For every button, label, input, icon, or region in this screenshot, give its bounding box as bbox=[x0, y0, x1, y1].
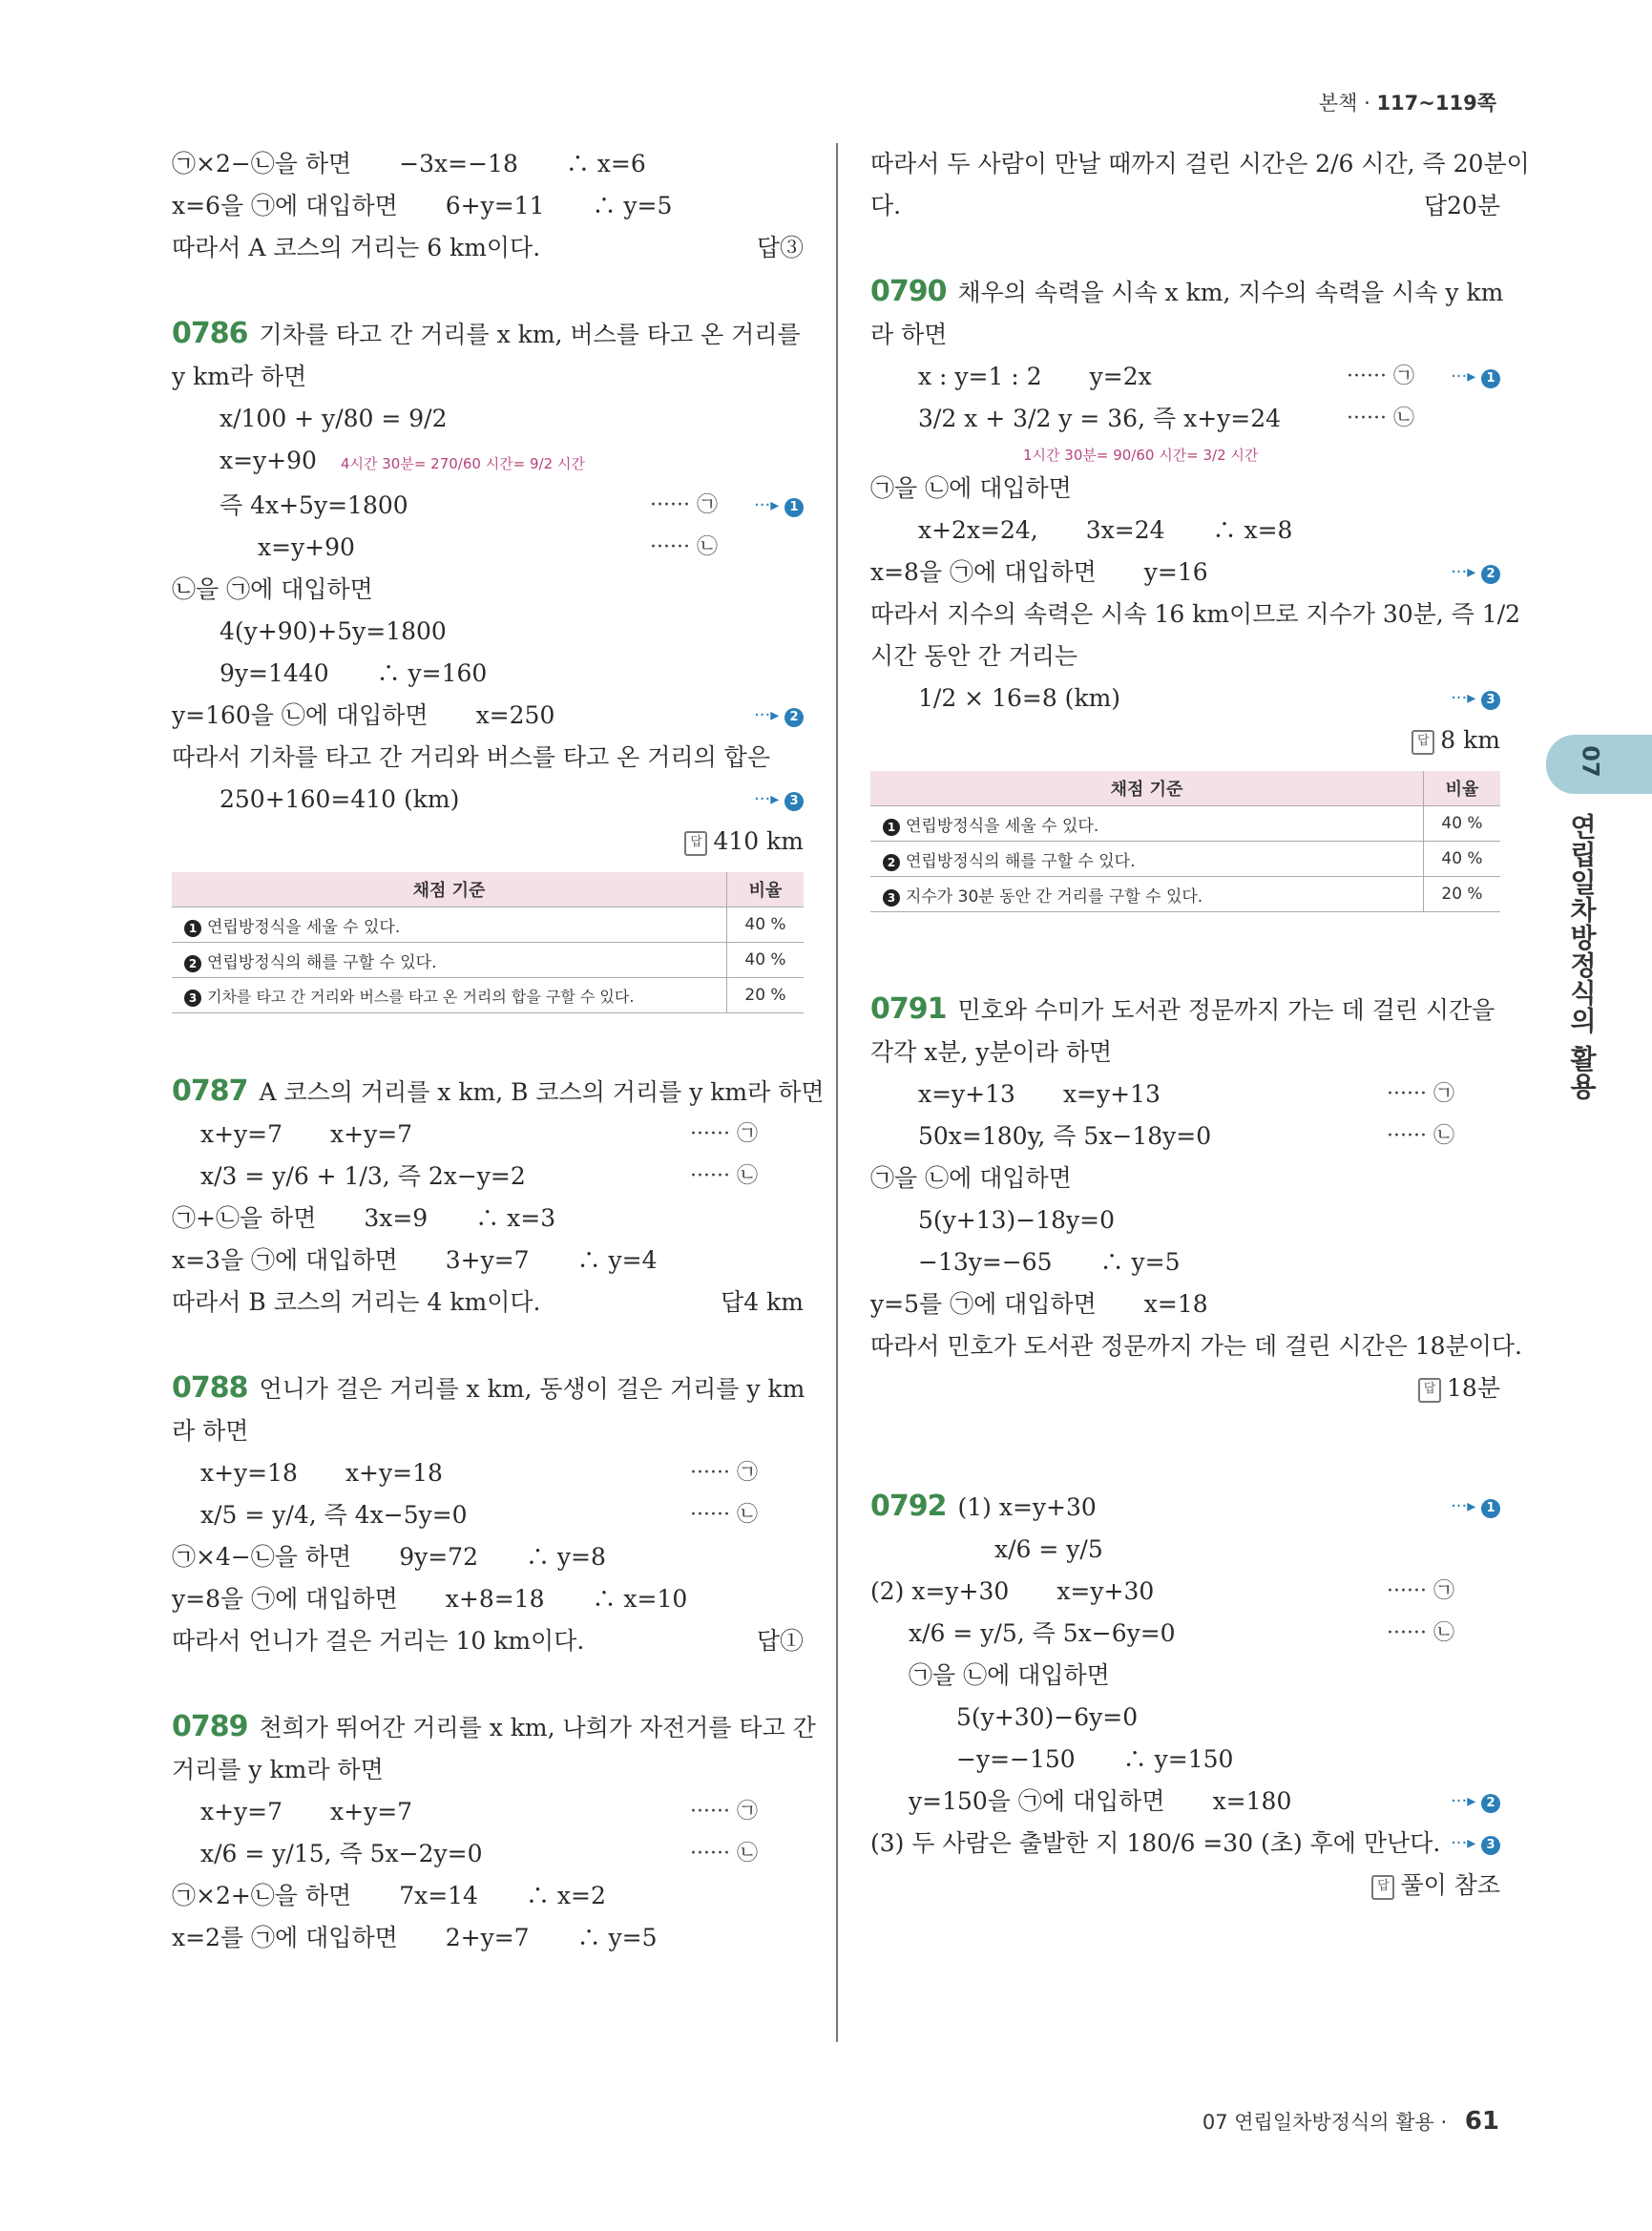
equation: 50x=180y, 즉 5x−18y=0 ······ ㉡ bbox=[918, 1122, 1454, 1150]
problem-intro: 민호와 수미가 도서관 정문까지 가는 데 걸린 시간을 bbox=[957, 996, 1495, 1024]
equation-system bbox=[172, 1114, 804, 1198]
problem-number: 0788 bbox=[172, 1371, 248, 1405]
problem-0787 bbox=[172, 1071, 825, 1324]
solution-line: 따라서 B 코스의 거리는 4 km이다. 답4 km bbox=[172, 1282, 804, 1324]
time-note-line: 1시간 30분= 90/60 시간= 3/2 시간 bbox=[1023, 447, 1259, 464]
solution-line: (3) 두 사람은 출발한 지 180/6 =30 (초) 후에 만난다. ···▸ 3 bbox=[870, 1823, 1500, 1865]
solution-line: 따라서 두 사람이 만날 때까지 걸린 시간은 2/6 시간, 즉 20분이 bbox=[870, 150, 1530, 177]
footer-chapter: 07 연립일차방정식의 활용 · bbox=[1202, 2111, 1453, 2134]
answer: 답 8 km bbox=[870, 719, 1500, 761]
solution-line: 250+160=410 (km) ···▸ 3 bbox=[172, 779, 804, 821]
answer: 답4 km bbox=[721, 1288, 804, 1316]
equation: x=y+30 bbox=[998, 1493, 1097, 1521]
problem-intro: 언니가 걸은 거리를 x km, 동생이 걸은 거리를 y km bbox=[259, 1375, 805, 1403]
answer-icon: 답 bbox=[684, 831, 707, 856]
solution-line: y=5를 ㉠에 대입하면 x=18 bbox=[870, 1290, 1208, 1318]
problem-intro: 천희가 뛰어간 거리를 x km, 나희가 자전거를 타고 간 bbox=[259, 1714, 816, 1741]
solution-line: 따라서 A 코스의 거리는 6 km이다. 답③ bbox=[172, 227, 804, 269]
solution-line: ㉠×2+㉡을 하면 7x=14 ∴ x=2 bbox=[172, 1882, 606, 1909]
equation: x=y+90 4시간 30분= 270/60 시간= 9/2 시간 bbox=[220, 447, 585, 474]
answer: 답③ bbox=[756, 234, 804, 261]
equation-system bbox=[172, 1452, 804, 1536]
table-row: 3 지수가 30분 동안 간 거리를 구할 수 있다. 20 % bbox=[870, 877, 1500, 912]
chapter-tab bbox=[1546, 735, 1652, 794]
solution-line: x=3을 ㉠에 대입하면 3+y=7 ∴ y=4 bbox=[172, 1246, 658, 1274]
answer: 답 410 km bbox=[172, 821, 804, 863]
equation-system bbox=[870, 356, 1500, 468]
problem-intro: 라 하면 bbox=[172, 1417, 249, 1445]
chapter-number: 07 bbox=[1577, 745, 1604, 778]
solution-line: y=160을 ㉡에 대입하면 x=250 ···▸ 2 bbox=[172, 695, 804, 737]
solution-line: 따라서 기차를 타고 간 거리와 버스를 타고 온 거리의 합은 bbox=[172, 743, 770, 771]
column-divider bbox=[836, 143, 838, 2042]
solution-line: 따라서 지수의 속력은 시속 16 km이므로 지수가 30분, 즉 1/2 bbox=[870, 600, 1521, 628]
time-note: 4시간 30분= 270/60 시간= 9/2 시간 bbox=[340, 455, 585, 472]
chapter-title: 연립일차방정식의 활용 bbox=[1566, 813, 1598, 1100]
solution-line: 9y=1440 ∴ y=160 bbox=[220, 659, 488, 687]
problem-number: 0787 bbox=[172, 1074, 248, 1108]
table-row: 2 연립방정식의 해를 구할 수 있다. 40 % bbox=[172, 943, 804, 978]
solution-line: ㉠+㉡을 하면 3x=9 ∴ x=3 bbox=[172, 1204, 556, 1232]
solution-line: ㉠을 ㉡에 대입하면 bbox=[870, 474, 1072, 502]
label-a: ······ ㉠ bbox=[650, 493, 718, 517]
table-row: 3 기차를 타고 간 거리와 버스를 타고 온 거리의 합을 구할 수 있다. 20 % bbox=[172, 978, 804, 1013]
page-header bbox=[1319, 88, 1496, 116]
problem-0789 bbox=[172, 1706, 816, 1959]
solution-line: 따라서 언니가 걸은 거리는 10 km이다. 답① bbox=[172, 1620, 804, 1662]
equation: x=y+13 x=y+13 ······ ㉠ bbox=[918, 1080, 1454, 1108]
right-column bbox=[870, 143, 1530, 1907]
equation-system bbox=[870, 1074, 1500, 1157]
equation: x : y=1 : 2 y=2x ······ ㉠ ···▸ 1 bbox=[870, 356, 1500, 398]
equation: x=y+90 ······ ㉡ bbox=[220, 527, 804, 569]
header-book: 본책 · bbox=[1318, 92, 1377, 115]
solution-line: ㉡을 ㉠에 대입하면 bbox=[172, 575, 373, 603]
equation: 3/2 x + 3/2 y = 36, 즉 x+y=24 ······ ㉡ bbox=[918, 405, 1414, 432]
solution-line: x=2를 ㉠에 대입하면 2+y=7 ∴ y=5 bbox=[172, 1924, 658, 1951]
problem-intro: 채우의 속력을 시속 x km, 지수의 속력을 시속 y km bbox=[957, 279, 1504, 306]
problem-number: 0790 bbox=[870, 275, 947, 308]
equation: x/100 + y/80 = 9/2 bbox=[220, 405, 448, 432]
page-footer bbox=[1202, 2107, 1499, 2136]
solution-line: x+2x=24, 3x=24 ∴ x=8 bbox=[918, 516, 1293, 544]
scoring-table: 채점 기준 비율 1 연립방정식을 세울 수 있다. 40 % 2 연립방정식의 해를 구할 수 있다. 40 % 3 지수가 30분 동안 간 거리를 구할 수 있다. 20 % bbox=[870, 771, 1500, 912]
table-header: 비율 bbox=[727, 872, 805, 907]
answer: 답 18분 bbox=[870, 1367, 1500, 1409]
solution-line: 4(y+90)+5y=1800 bbox=[220, 617, 447, 645]
solution-line: 다. 답20분 bbox=[870, 185, 1500, 227]
problem-0788 bbox=[172, 1367, 804, 1662]
step-1: ···▸ 1 bbox=[754, 485, 804, 527]
equation: x/6 = y/5 bbox=[994, 1535, 1103, 1563]
equation: x+y=18 x+y=18 ······ ㉠ bbox=[200, 1459, 758, 1487]
problem-number: 0792 bbox=[870, 1490, 947, 1523]
equation: x/3 = y/6 + 1/3, 즉 2x−y=2 ······ ㉡ bbox=[200, 1162, 758, 1190]
solution-line: ㉠을 ㉡에 대입하면 bbox=[909, 1661, 1110, 1689]
table-row: 2 연립방정식의 해를 구할 수 있다. 40 % bbox=[870, 842, 1500, 877]
problem-number: 0789 bbox=[172, 1710, 248, 1743]
equation: x+y=7 x+y=7 ······ ㉠ bbox=[200, 1120, 758, 1148]
equation: x/6 = y/15, 즉 5x−2y=0 ······ ㉡ bbox=[200, 1840, 758, 1867]
answer: 답 풀이 참조 bbox=[870, 1865, 1500, 1907]
solution-line: x=6을 ㉠에 대입하면 6+y=11 ∴ y=5 bbox=[172, 192, 673, 219]
solution-line: 5(y+13)−18y=0 bbox=[918, 1206, 1116, 1234]
equation: (2) x=y+30 x=y+30 ······ ㉠ bbox=[870, 1577, 1454, 1605]
header-pages: 117~119쪽 bbox=[1376, 92, 1496, 115]
problem-0790 bbox=[870, 271, 1521, 912]
table-row: 1 연립방정식을 세울 수 있다. 40 % bbox=[172, 907, 804, 943]
problem-number: 0786 bbox=[172, 317, 248, 350]
problem-0792: 0792 (1) x=y+30 ···▸ 1 x/6 = y/5 (2) x=y+30 x=y+30 ······ ㉠ x/6 = y/5, 즉 5x−6y=0 ······ ㉡ ㉠을 ㉡에 대입하면 5(y+30)−6y=0 −y=−150 ∴ y=150 y=150을 ㉠에 대입하면 x=180 ···▸ 2 (3) 두 사람은 출발한 지 180/6 =30 (초) 후에 만난다. ···▸ 3 답 풀이 참조 bbox=[870, 1486, 1500, 1907]
solution-line: y=150을 ㉠에 대입하면 x=180 ···▸ 2 bbox=[870, 1781, 1500, 1823]
page-number: 61 bbox=[1464, 2107, 1499, 2136]
equation-system bbox=[172, 485, 804, 569]
solution-line: 따라서 민호가 도서관 정문까지 가는 데 걸린 시간은 18분이다. bbox=[870, 1332, 1522, 1360]
solution-line: −y=−150 ∴ y=150 bbox=[956, 1745, 1234, 1773]
equation: x/5 = y/4, 즉 4x−5y=0 ······ ㉡ bbox=[200, 1501, 758, 1529]
problem-0786 bbox=[172, 313, 804, 1013]
solution-line: 5(y+30)−6y=0 bbox=[956, 1703, 1139, 1731]
label-b: ······ ㉡ bbox=[650, 535, 718, 559]
solution-line: x=8을 ㉠에 대입하면 y=16 ···▸ 2 bbox=[870, 552, 1500, 594]
solution-line: ㉠을 ㉡에 대입하면 bbox=[870, 1164, 1072, 1192]
table-header: 채점 기준 bbox=[172, 872, 727, 907]
problem-intro: 각각 x분, y분이라 하면 bbox=[870, 1038, 1113, 1066]
problem-intro: A 코스의 거리를 x km, B 코스의 거리를 y km라 하면 bbox=[259, 1078, 825, 1106]
answer: 답20분 bbox=[1423, 192, 1500, 219]
answer: 답① bbox=[756, 1627, 804, 1655]
scoring-table bbox=[172, 872, 804, 1013]
answer-icon: 답 bbox=[756, 234, 780, 261]
solution-line: −13y=−65 ∴ y=5 bbox=[918, 1248, 1181, 1276]
problem-0791 bbox=[870, 989, 1522, 1409]
solution-line: 시간 동안 간 거리는 bbox=[870, 642, 1078, 670]
equation: x+y=7 x+y=7 ······ ㉠ bbox=[200, 1798, 758, 1825]
left-column bbox=[172, 143, 825, 1959]
equation: x/6 = y/5, 즉 5x−6y=0 ······ ㉡ bbox=[909, 1619, 1454, 1647]
solution-line: 1/2 × 16=8 (km) ···▸ 3 bbox=[870, 678, 1500, 719]
problem-intro: 기차를 타고 간 거리를 x km, 버스를 타고 온 거리를 bbox=[259, 321, 801, 348]
problem-number: 0791 bbox=[870, 992, 947, 1026]
solution-line: ㉠×2−㉡을 하면 −3x=−18 ∴ x=6 bbox=[172, 150, 646, 177]
equation: 즉 4x+5y=1800 ······ ㉠ ···▸ 1 bbox=[220, 485, 804, 527]
solution-line: ㉠×4−㉡을 하면 9y=72 ∴ y=8 bbox=[172, 1543, 606, 1571]
problem-intro: y km라 하면 bbox=[172, 363, 307, 390]
equation-system bbox=[172, 1791, 804, 1875]
equation-system bbox=[172, 398, 804, 485]
table-row: 1 연립방정식을 세울 수 있다. 40 % bbox=[870, 806, 1500, 842]
problem-intro: 라 하면 bbox=[870, 321, 948, 348]
solution-line: y=8을 ㉠에 대입하면 x+8=18 ∴ x=10 bbox=[172, 1585, 688, 1613]
problem-intro: 거리를 y km라 하면 bbox=[172, 1756, 384, 1783]
